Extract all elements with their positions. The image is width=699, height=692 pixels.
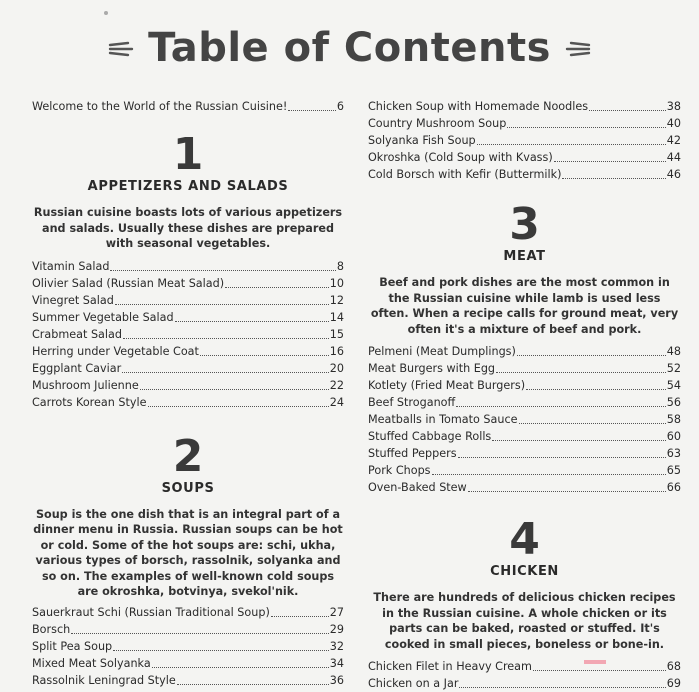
entry-page: 40 (666, 117, 681, 130)
entry-title: Split Pea Soup (32, 639, 113, 653)
leader-dots (225, 287, 329, 288)
entry-title: Okroshka (Cold Soup with Kvass) (368, 151, 553, 164)
toc-entry[interactable] (32, 258, 344, 275)
chapter-2-continued-entries (368, 98, 681, 183)
entry-title: Cold Borsch with Kefir (Buttermilk) (368, 168, 562, 181)
chapter-1-header (32, 129, 344, 252)
right-column (368, 98, 681, 692)
left-ornament-icon (108, 39, 136, 57)
leader-dots (175, 321, 329, 322)
entry-title: Stuffed Cabbage Rolls (368, 430, 492, 443)
entry-page: 68 (666, 660, 681, 673)
leader-dots (533, 670, 666, 671)
left-column (32, 98, 344, 689)
toc-entry[interactable] (368, 166, 681, 183)
entry-page: 16 (329, 344, 344, 358)
entry-title: Chicken on a Jar (368, 677, 459, 690)
entry-page: 52 (666, 362, 681, 375)
leader-dots (459, 687, 665, 688)
entry-page: 24 (329, 395, 344, 409)
chapter-2-header (32, 430, 344, 600)
entry-page: 22 (329, 378, 344, 392)
entry-title: Carrots Korean Style (32, 395, 147, 409)
entry-title: Pork Chops (368, 464, 431, 477)
toc-entry[interactable] (32, 604, 344, 621)
chapter-title: SOUPS (161, 480, 215, 496)
entry-title: Mixed Meat Solyanka (32, 656, 151, 670)
entry-page: 48 (666, 345, 681, 358)
entry-page: 12 (329, 293, 344, 307)
entry-title: Herring under Vegetable Coat (32, 344, 199, 358)
entry-page: 65 (666, 464, 681, 477)
entry-page: 29 (329, 622, 344, 636)
entry-page: 42 (666, 134, 681, 147)
leader-dots (110, 270, 335, 271)
entry-page: 44 (666, 151, 681, 164)
chapter-intro: Beef and pork dishes are the most common in the Russian cuisine while lamb is used less often. When a recipe calls for ground meat, very often it's a mixture of beef and pork. (370, 276, 679, 336)
entry-title: Country Mushroom Soup (368, 117, 507, 130)
entry-title: Oven-Baked Stew (368, 481, 467, 494)
page-marker (584, 660, 606, 664)
chapter-3-header (368, 199, 681, 337)
toc-entry[interactable] (32, 394, 344, 411)
entry-title: Borsch (32, 622, 71, 636)
toc-entry[interactable] (368, 462, 681, 479)
toc-entry[interactable] (32, 621, 344, 638)
chapter-number: 4 (509, 514, 540, 565)
toc-entry[interactable] (32, 275, 344, 292)
chapter-1-entries (32, 258, 344, 411)
entry-page: 36 (329, 673, 344, 687)
toc-entry[interactable] (368, 445, 681, 462)
leader-dots (517, 355, 666, 356)
toc-entry[interactable] (368, 479, 681, 496)
toc-entry[interactable] (32, 360, 344, 377)
entry-page: 8 (336, 259, 344, 273)
leader-dots (123, 338, 329, 339)
chapter-4-header (368, 514, 681, 652)
entry-title: Olivier Salad (Russian Meat Salad) (32, 276, 225, 290)
entry-title: Meat Burgers with Egg (368, 362, 496, 375)
right-ornament-icon (563, 39, 591, 57)
entry-page: 34 (329, 656, 344, 670)
chapter-2-entries (32, 604, 344, 689)
entry-title: Eggplant Caviar (32, 361, 122, 375)
leader-dots (519, 423, 666, 424)
leader-dots (526, 389, 666, 390)
chapter-intro: Russian cuisine boasts lots of various appetizers and salads. Usually these dishes are prepared with seasonal vegetables. (33, 206, 343, 250)
chapter-3-entries (368, 343, 681, 496)
toc-entry[interactable] (368, 115, 681, 132)
page-title: Table of Contents (148, 25, 551, 71)
toc-entry[interactable] (368, 98, 681, 115)
leader-dots (152, 667, 329, 668)
leader-dots (554, 161, 666, 162)
chapter-title: MEAT (503, 249, 546, 264)
entry-title: Crabmeat Salad (32, 327, 122, 341)
toc-entry[interactable] (368, 658, 681, 675)
leader-dots (562, 178, 665, 179)
toc-entry[interactable] (368, 394, 681, 411)
leader-dots (122, 372, 329, 373)
entry-title: Welcome to the World of the Russian Cuisine! (32, 100, 288, 113)
entry-page: 38 (666, 100, 681, 113)
entry-title: Stuffed Peppers (368, 447, 457, 460)
chapter-intro: There are hundreds of delicious chicken recipes in the Russian cuisine. A whole chicken or its parts can be baked, roasted or stuffed. It's cooked in small pieces, boneless or bone-in. (373, 591, 676, 651)
entry-page: 58 (666, 413, 681, 426)
chapter-4-entries (368, 658, 681, 692)
toc-entry[interactable] (32, 377, 344, 394)
entry-title: Summer Vegetable Salad (32, 310, 174, 324)
chapter-title: APPETIZERS AND SALADS (87, 179, 289, 194)
toc-entry[interactable] (32, 326, 344, 343)
entry-page: 15 (329, 327, 344, 341)
chapter-number: 2 (172, 430, 204, 482)
chapter-title: CHICKEN (490, 564, 559, 579)
leader-dots (492, 440, 665, 441)
entry-page: 27 (329, 605, 344, 619)
leader-dots (589, 110, 666, 111)
toc-entry[interactable] (368, 428, 681, 445)
leader-dots (456, 406, 666, 407)
toc-entry[interactable] (32, 343, 344, 360)
toc-entry[interactable] (32, 638, 344, 655)
toc-entry[interactable] (368, 411, 681, 428)
entry-page: 20 (329, 361, 344, 375)
toc-entry[interactable] (368, 343, 681, 360)
toc-entry[interactable] (32, 309, 344, 326)
toc-entry[interactable] (32, 672, 344, 689)
entry-page: 6 (336, 100, 344, 113)
leader-dots (71, 633, 329, 634)
toc-entry[interactable] (32, 292, 344, 309)
entry-page: 54 (666, 379, 681, 392)
entry-title: Kotlety (Fried Meat Burgers) (368, 379, 526, 392)
leader-dots (468, 491, 666, 492)
entry-title: Beef Stroganoff (368, 396, 456, 409)
toc-entry[interactable] (368, 377, 681, 394)
entry-page: 10 (329, 276, 344, 290)
leader-dots (288, 110, 336, 111)
leader-dots (271, 616, 329, 617)
leader-dots (115, 304, 329, 305)
entry-title: Solyanka Fish Soup (368, 134, 476, 147)
entry-title: Sauerkraut Schi (Russian Traditional Soup) (32, 605, 270, 619)
chapter-number: 1 (172, 129, 204, 180)
toc-entry[interactable] (368, 675, 681, 692)
entry-title: Rassolnik Leningrad Style (32, 673, 176, 687)
leader-dots (200, 355, 329, 356)
leader-dots (507, 127, 665, 128)
entry-page: 32 (329, 639, 344, 653)
toc-entry-welcome[interactable] (32, 98, 344, 115)
leader-dots (432, 474, 666, 475)
entry-title: Chicken Soup with Homemade Noodles (368, 100, 589, 113)
entry-page: 14 (329, 310, 344, 324)
entry-title: Mushroom Julienne (32, 378, 139, 392)
entry-title: Chicken Filet in Heavy Cream (368, 660, 532, 673)
leader-dots (177, 684, 329, 685)
leader-dots (140, 389, 329, 390)
toc-entry[interactable] (368, 132, 681, 149)
leader-dots (113, 650, 329, 651)
print-speck (104, 11, 108, 15)
chapter-number: 3 (509, 199, 540, 250)
chapter-intro: Soup is the one dish that is an integral part of a dinner menu in Russia. Russian soups can be hot or cold. Some of the hot soups are: schi, ukha, various types of borsch, rassolnik, solyanka and so on. The examples of well-known cold soups are okroshka, botvinya, svekol'nik. (33, 507, 343, 598)
toc-entry[interactable] (368, 149, 681, 166)
toc-entry[interactable] (32, 655, 344, 672)
entry-page: 46 (666, 168, 681, 181)
leader-dots (458, 457, 666, 458)
entry-title: Pelmeni (Meat Dumplings) (368, 345, 516, 358)
entry-page: 60 (666, 430, 681, 443)
header (0, 20, 699, 76)
entry-page: 63 (666, 447, 681, 460)
entry-page: 66 (666, 481, 681, 494)
leader-dots (148, 406, 329, 407)
toc-entry[interactable] (368, 360, 681, 377)
entry-title: Vitamin Salad (32, 259, 110, 273)
entry-title: Meatballs in Tomato Sauce (368, 413, 518, 426)
entry-title: Vinegret Salad (32, 293, 114, 307)
leader-dots (496, 372, 666, 373)
leader-dots (477, 144, 666, 145)
entry-page: 69 (666, 677, 681, 690)
entry-page: 56 (666, 396, 681, 409)
